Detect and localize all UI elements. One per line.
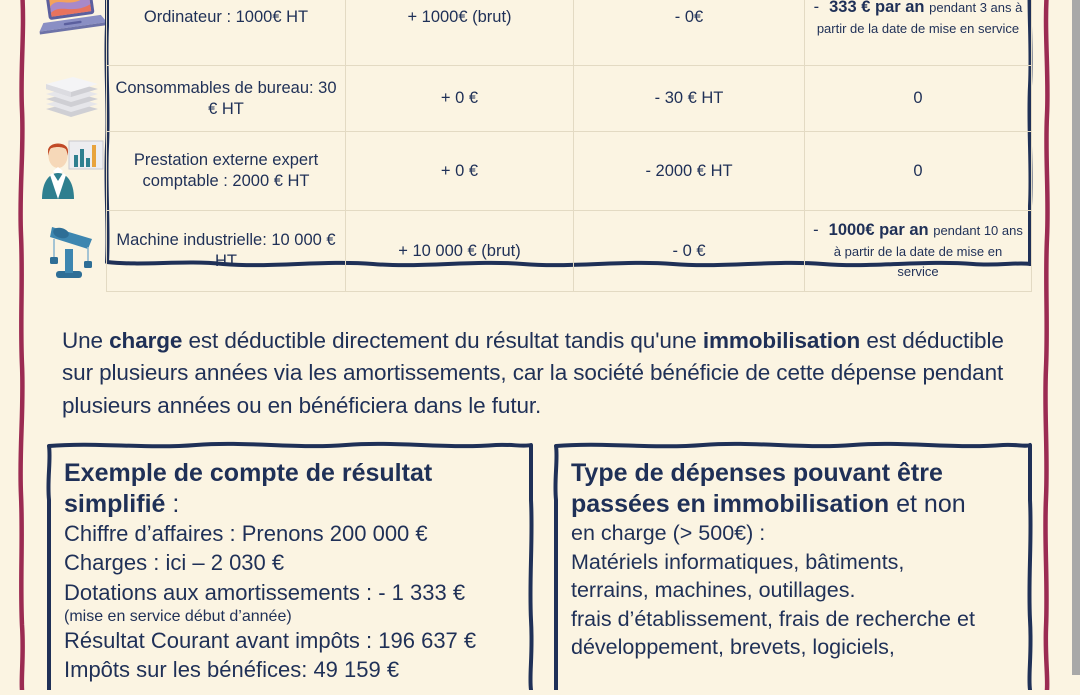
immobilisation-types-box xyxy=(553,440,1033,690)
row-label: Consommables de bureau: 30 € HT xyxy=(107,66,346,132)
row-tresorerie: + 0 € xyxy=(346,66,574,132)
accountant-icon xyxy=(36,128,106,208)
amortissement-sub: pendant 10 ans à partir de la date de mise en service xyxy=(833,223,1023,280)
row-amortissement xyxy=(805,211,1032,292)
box-left-line: Charges : ici – 2 030 € xyxy=(64,550,285,576)
box-left-line: Résultat Courant avant impôts : 196 637 € xyxy=(64,627,477,653)
left-decorative-border xyxy=(16,0,30,690)
paragraph-part2: est déductible directement du résultat tandis qu'une xyxy=(182,328,703,353)
box-left-note: (mise en service début d’année) xyxy=(64,607,292,625)
row-tresorerie: + 10 000 € (brut) xyxy=(346,211,574,292)
amortissement-main xyxy=(813,220,1023,282)
amortissement-dash: - xyxy=(813,221,819,240)
paragraph-bold-charge: charge xyxy=(109,328,183,353)
amortissement-value: 333 € par an xyxy=(829,0,925,16)
explanation-paragraph xyxy=(62,325,1037,422)
box-left-line: Chiffre d’affaires : Prenons 200 000 € xyxy=(64,521,428,546)
box-left-content xyxy=(46,440,534,684)
row-tresorerie: + 0 € xyxy=(346,132,574,211)
box-right-line: frais d’établissement, frais de recherche et xyxy=(571,606,975,631)
amortissement-sub: pendant 3 ans à partir de la date de mise en service xyxy=(816,0,1023,36)
table-body xyxy=(107,0,1032,292)
row-label: Prestation externe expert comptable : 2000 € HT xyxy=(107,132,346,211)
paragraph-part1: Une xyxy=(62,328,110,353)
laptop-icon xyxy=(36,0,106,60)
row-amortissement: 0 xyxy=(805,132,1032,211)
row-charge: - 0€ xyxy=(574,0,805,66)
box-right-content xyxy=(553,440,1033,662)
box-left-line: Dotations aux amortissements : - 1 333 € xyxy=(64,579,466,605)
box-left-title-suffix: : xyxy=(165,489,180,518)
box-right-title-suffix: et non xyxy=(889,489,966,518)
paragraph-bold-immobilisation: immobilisation xyxy=(702,328,861,353)
amortissement-dash: - xyxy=(813,0,820,16)
amortissement-main xyxy=(813,0,1023,38)
paper-stack-icon xyxy=(36,62,106,128)
table-row xyxy=(107,211,1032,292)
industrial-machine-icon xyxy=(36,208,106,288)
box-left-title xyxy=(64,458,518,519)
row-label: Machine industrielle: 10 000 € HT xyxy=(107,211,346,292)
right-grey-strip xyxy=(1072,0,1080,675)
box-right-title-text: Type de dépenses pouvant être passées en immobilisation xyxy=(571,459,943,518)
row-amortissement: 0 xyxy=(805,66,1032,132)
amortissement-value: 1000€ par an xyxy=(828,221,929,240)
row-label: Ordinateur : 1000€ HT xyxy=(107,0,346,66)
row-amortissement xyxy=(805,0,1032,66)
row-charge: - 0 € xyxy=(574,211,805,292)
example-income-statement-box xyxy=(46,440,534,690)
box-left-title-text: Exemple de compte de résultat simplifié xyxy=(64,459,433,518)
table-row xyxy=(107,66,1032,132)
box-right-line: Matériels informatiques, bâtiments, xyxy=(571,549,905,574)
comparison-table xyxy=(103,0,1034,290)
row-tresorerie: + 1000€ (brut) xyxy=(346,0,574,66)
box-left-line: Impôts sur les bénéfices: 49 159 € xyxy=(64,657,400,683)
box-right-line: développement, brevets, logiciels, xyxy=(571,635,895,660)
table-row xyxy=(107,0,1032,66)
box-right-line: en charge (> 500€) : xyxy=(571,521,766,545)
right-decorative-border xyxy=(1040,0,1054,690)
box-right-title xyxy=(571,458,1017,519)
table-row xyxy=(107,132,1032,211)
row-charge: - 30 € HT xyxy=(574,66,805,132)
paragraph-part3: est déductible sur plusieurs années via les amortissements, car la société bénéficie de cette dépense pendant plusieurs années ou en bénéficiera dans le futur. xyxy=(62,328,1004,418)
row-charge: - 2000 € HT xyxy=(574,132,805,211)
box-right-line: terrains, machines, outillages. xyxy=(571,578,856,603)
